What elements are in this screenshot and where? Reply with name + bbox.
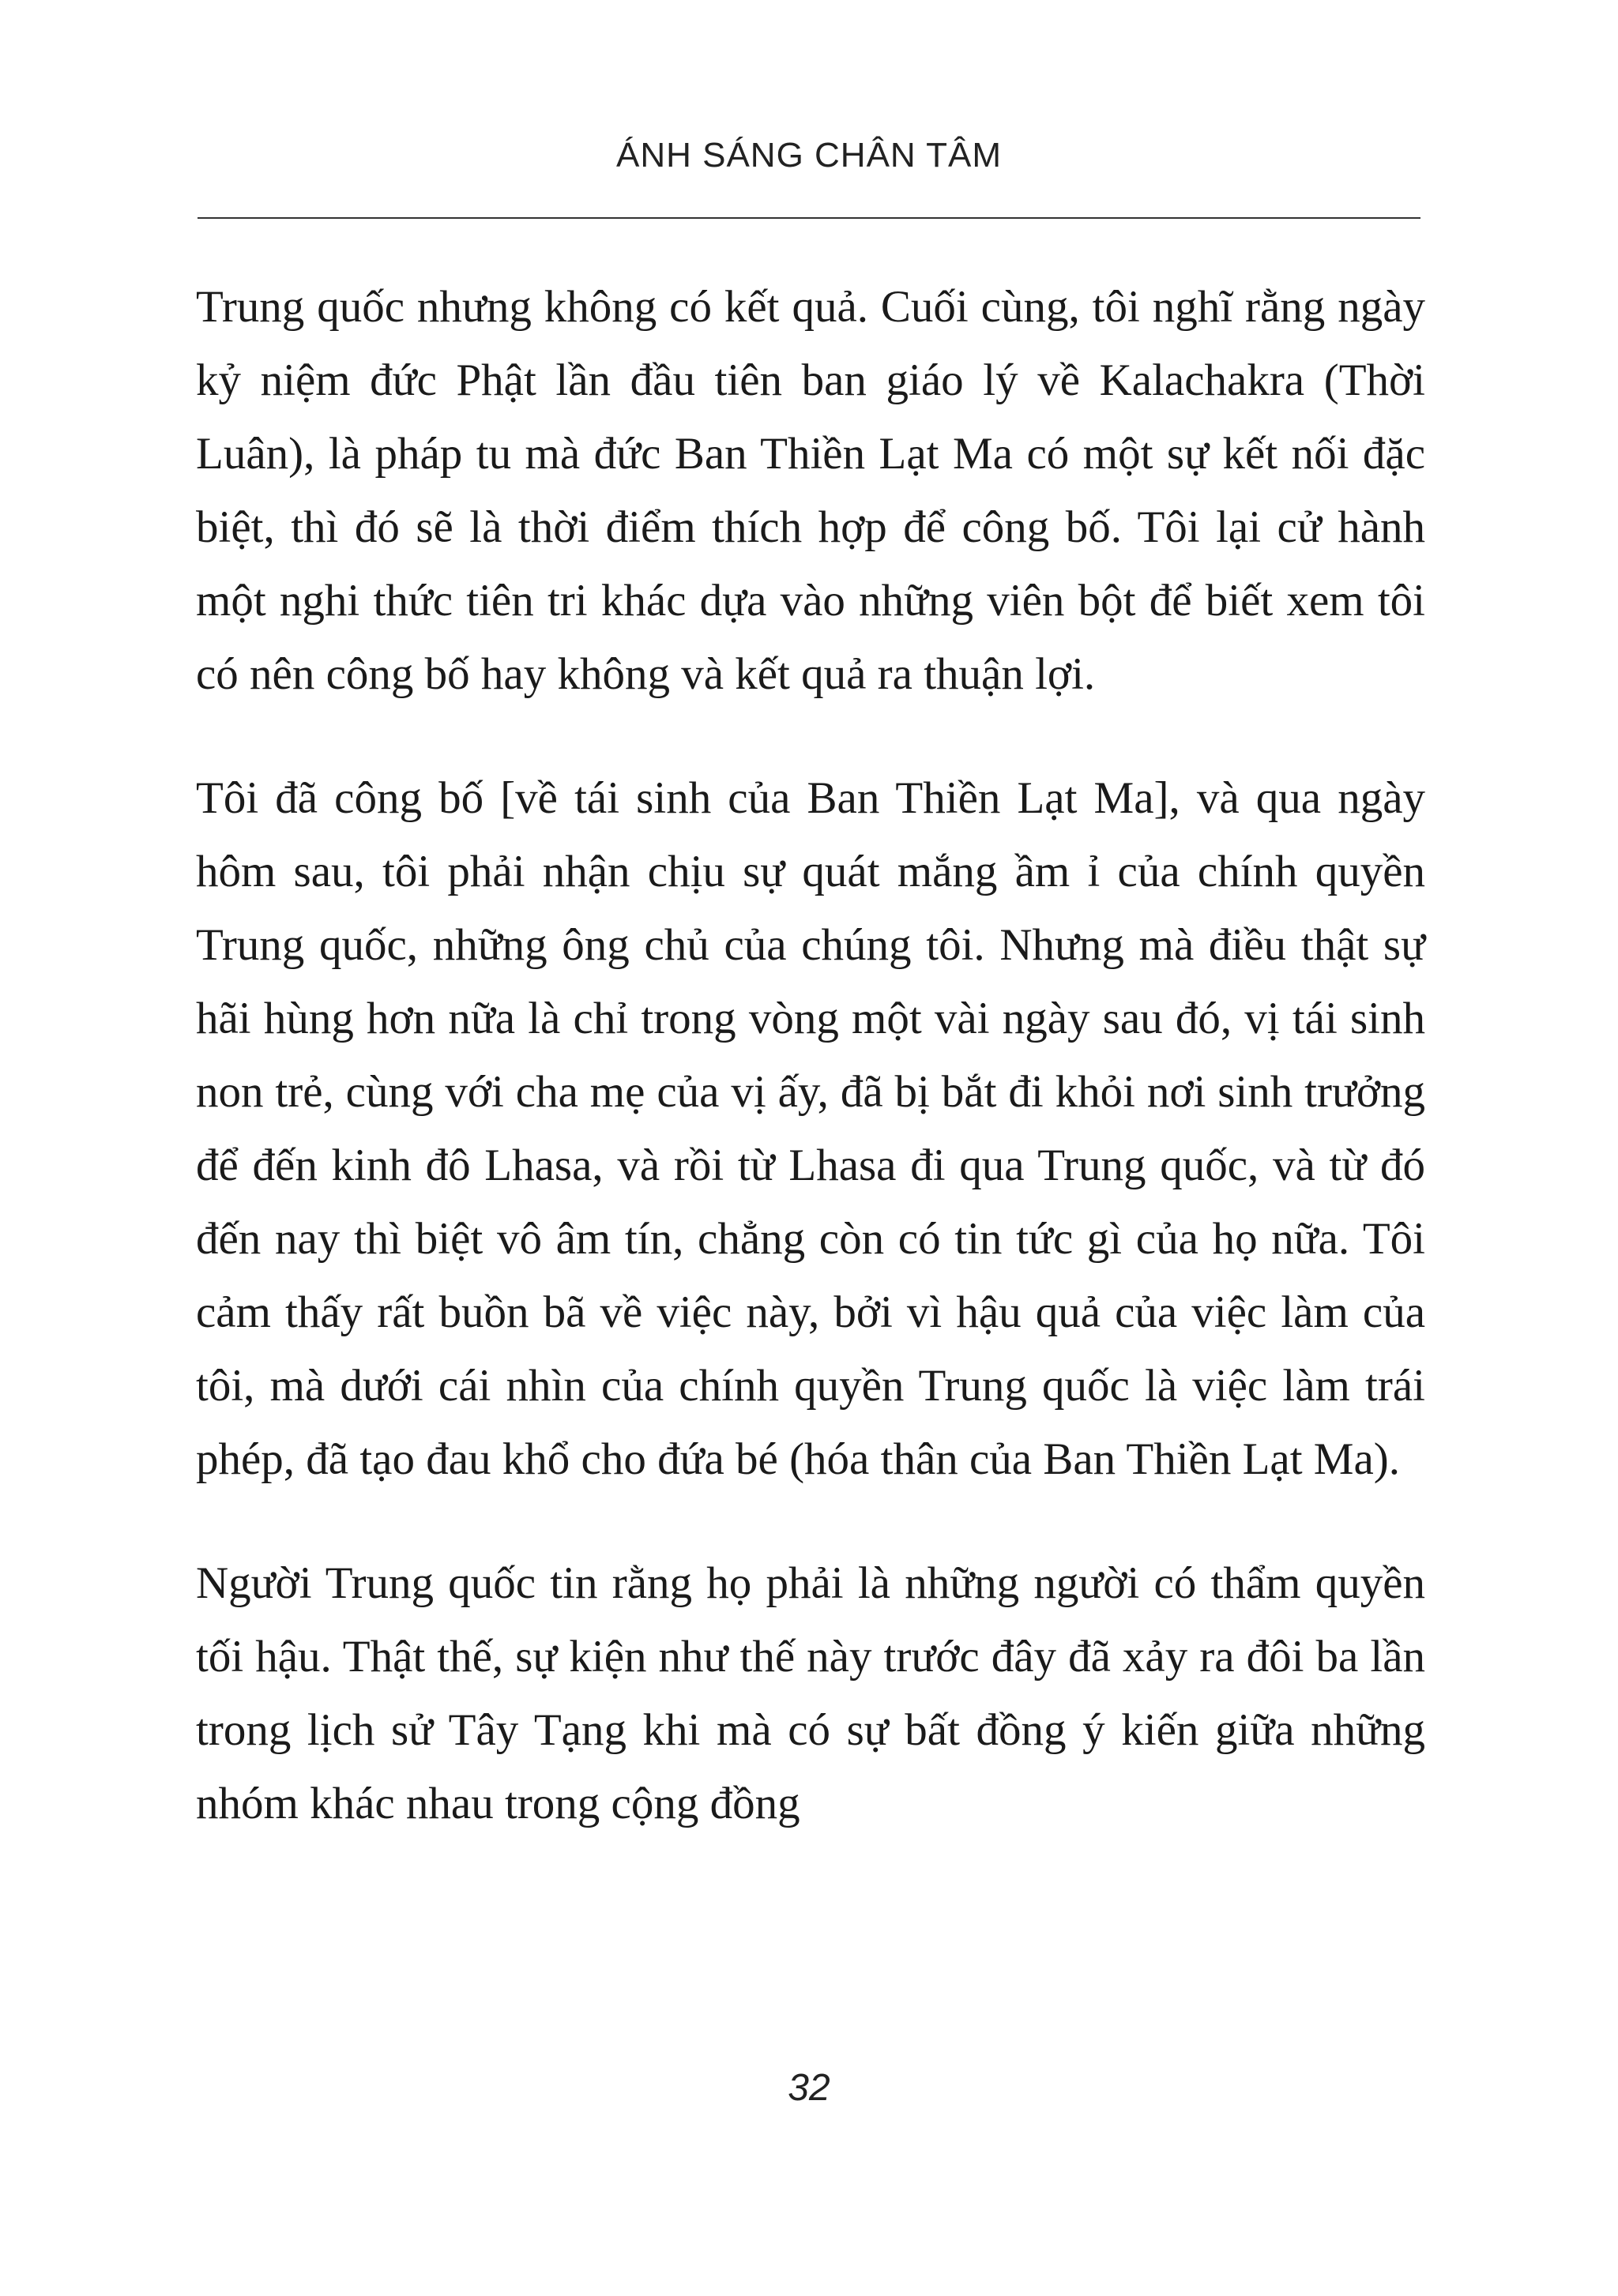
header-divider [198,217,1420,219]
body-text [196,270,1425,1891]
paragraph-1: Trung quốc nhưng không có kết quả. Cuối cùng, tôi nghĩ rằng ngày kỷ niệm đức Phật lần đầu tiên ban giáo lý về Kalachakra (Thời Luân), là pháp tu mà đức Ban Thiền Lạt Ma có một sự kết nối đặc biệt, thì đó sẽ là thời điểm thích hợp để công bố. Tôi lại cử hành một nghi thức tiên tri khác dựa vào những viên bột để biết xem tôi có nên công bố hay không và kết quả ra thuận lợi. [196,282,1425,699]
page-number: 32 [788,2067,830,2109]
paragraph-2: Tôi đã công bố [về tái sinh của Ban Thiền Lạt Ma], và qua ngày hôm sau, tôi phải nhận chịu sự quát mắng ầm ỉ của chính quyền Trung quốc, những ông chủ của chúng tôi. Nhưng mà điều thật sự hãi hùng hơn nữa là chỉ trong vòng một vài ngày sau đó, vị tái sinh non trẻ, cùng với cha mẹ của vị ấy, đã bị bắt đi khỏi nơi sinh trưởng để đến kinh đô Lhasa, và rồi từ Lhasa đi qua Trung quốc, và từ đó đến nay thì biệt vô âm tín, chẳng còn có tin tức gì của họ nữa. Tôi cảm thấy rất buồn bã về việc này, bởi vì hậu quả của việc làm của tôi, mà dưới cái nhìn của chính quyền Trung quốc là việc làm trái phép, đã tạo đau khổ cho đứa bé (hóa thân của Ban Thiền Lạt Ma). [196,773,1425,1484]
running-header: ÁNH SÁNG CHÂN TÂM [615,136,1003,175]
paragraph-3: Người Trung quốc tin rằng họ phải là những người có thẩm quyền tối hậu. Thật thế, sự kiện như thế này trước đây đã xảy ra đôi ba lần trong lịch sử Tây Tạng khi mà có sự bất đồng ý kiến giữa những nhóm khác nhau trong cộng đồng [196,1558,1425,1828]
